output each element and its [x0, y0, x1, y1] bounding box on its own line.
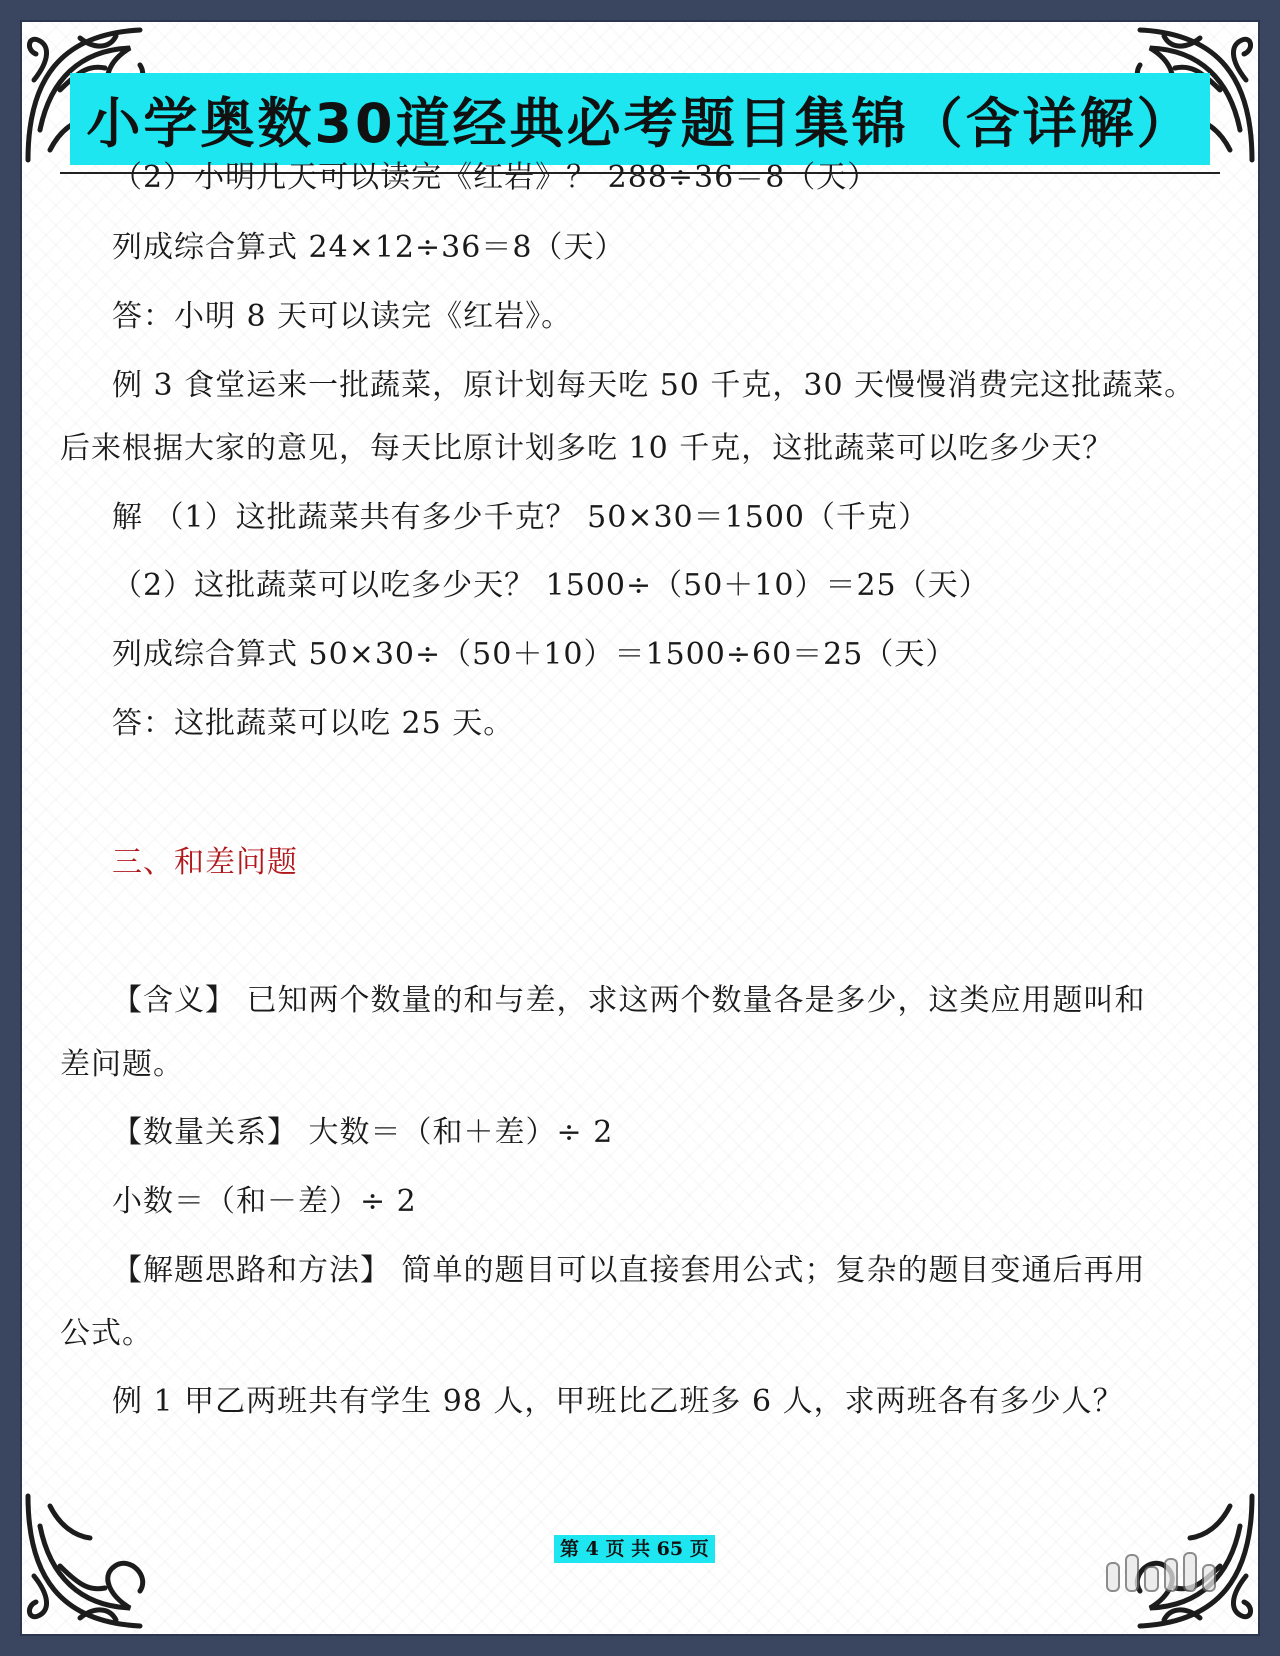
- text-line: 答：这批蔬菜可以吃 25 天。: [112, 706, 515, 741]
- page-frame: [20, 20, 1260, 1636]
- text-line: 列成综合算式 24×12÷36＝8（天）: [112, 230, 626, 265]
- text-line: 例 1 甲乙两班共有学生 98 人，甲班比乙班多 6 人，求两班各有多少人？: [112, 1384, 1124, 1419]
- text-line: 【解题思路和方法】 简单的题目可以直接套用公式；复杂的题目变通后再用: [112, 1253, 1146, 1288]
- text-line: 公式。: [60, 1316, 153, 1351]
- text-line: 差问题。: [60, 1047, 184, 1082]
- document-body: [20, 20, 1260, 1636]
- text-line: 列成综合算式 50×30÷（50＋10）＝1500÷60＝25（天）: [112, 637, 957, 672]
- watermark-logo-icon: [1106, 1552, 1216, 1592]
- section-heading: 三、和差问题: [112, 845, 298, 880]
- text-line: 【含义】 已知两个数量的和与差，求这两个数量各是多少，这类应用题叫和: [112, 983, 1146, 1018]
- text-line: 后来根据大家的意见，每天比原计划多吃 10 千克，这批蔬菜可以吃多少天？: [60, 431, 1114, 466]
- text-line: 解 （1）这批蔬菜共有多少千克？ 50×30＝1500（千克）: [112, 500, 929, 535]
- text-line: 小数＝（和－差）÷ 2: [112, 1184, 417, 1219]
- text-line: （2）小明几天可以读完《红岩》？ 288÷36＝8（天）: [112, 160, 879, 195]
- page-title: 小学奥数30道经典必考题目集锦（含详解）: [86, 91, 1194, 155]
- page-indicator: 第 4 页 共 65 页: [554, 1535, 715, 1563]
- text-line: （2）这批蔬菜可以吃多少天？ 1500÷（50＋10）＝25（天）: [112, 568, 990, 603]
- text-line: 【数量关系】 大数＝（和＋差）÷ 2: [112, 1115, 614, 1150]
- text-line: 例 3 食堂运来一批蔬菜，原计划每天吃 50 千克，30 天慢慢消费完这批蔬菜。: [112, 368, 1196, 403]
- text-line: 答：小明 8 天可以读完《红岩》。: [112, 299, 573, 334]
